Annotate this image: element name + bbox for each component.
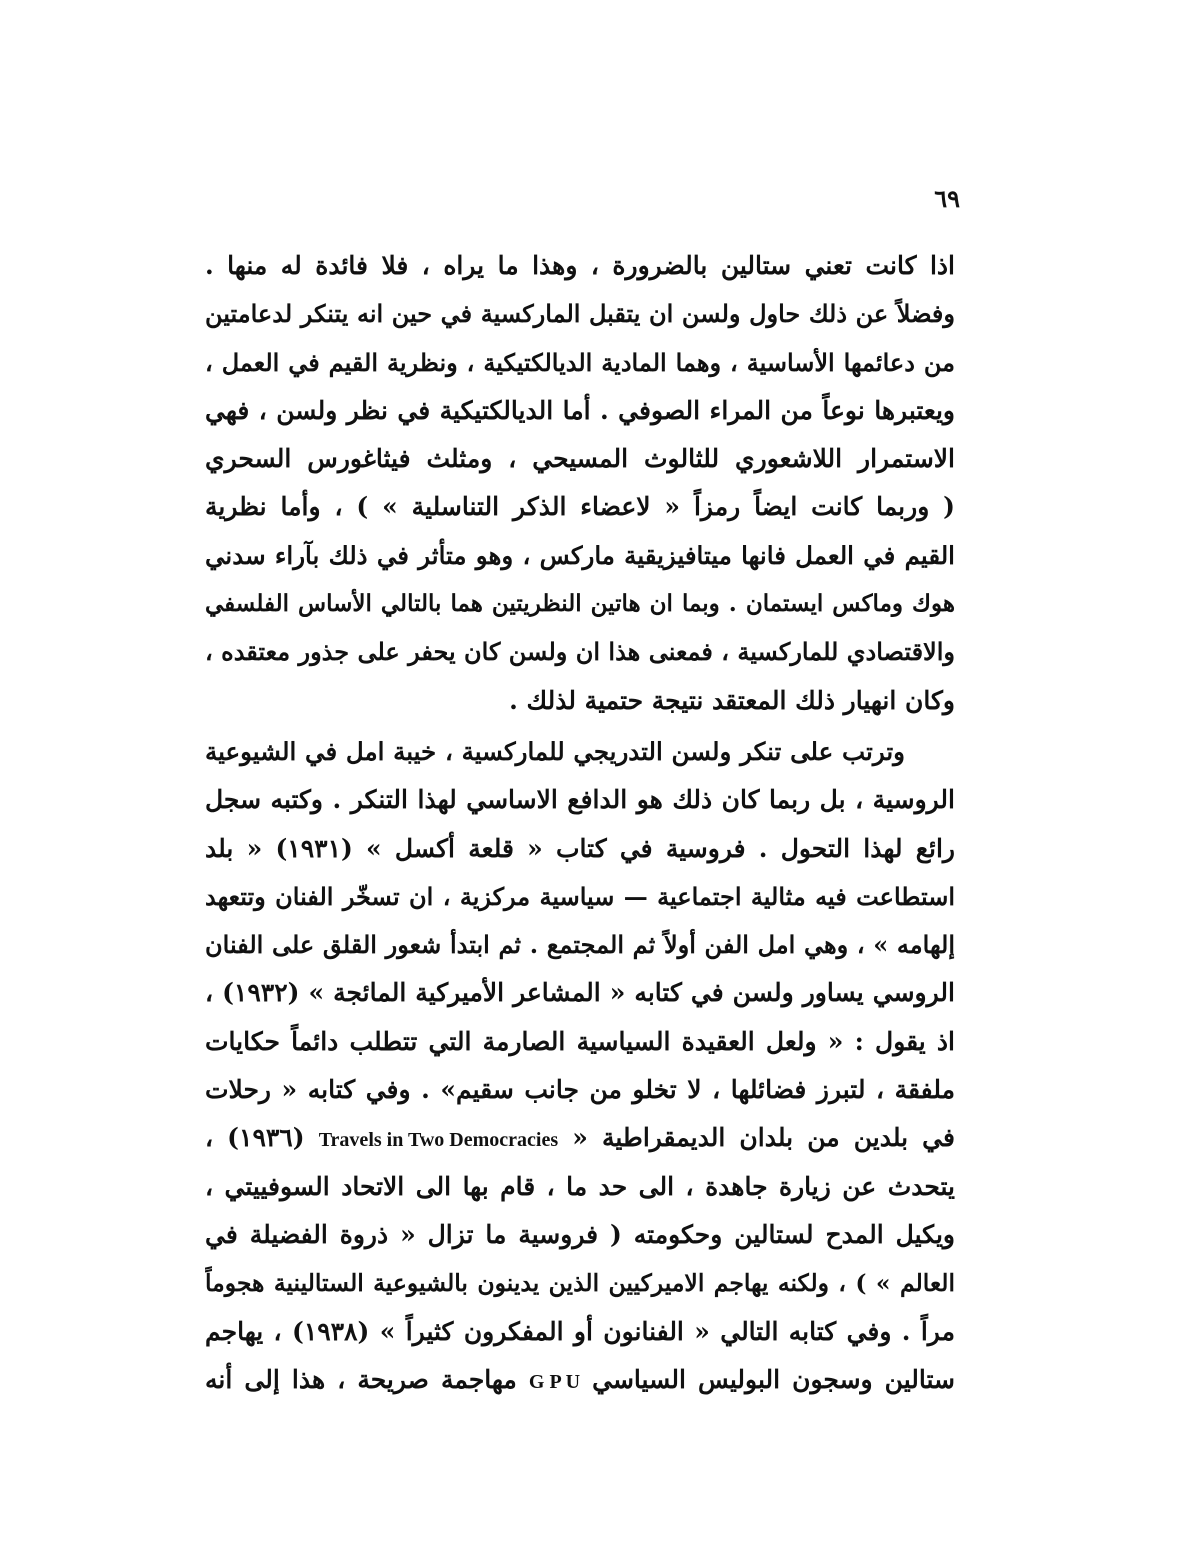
text-line: هوك وماكس ايستمان . وبما ان هاتين النظريتين هما بالتالي الأساس الفلسفي xyxy=(205,590,955,618)
text-line-with-english-title xyxy=(205,1114,955,1162)
text-line: وكان انهيار ذلك المعتقد نتيجة حتمية لذلك . xyxy=(509,685,955,715)
text-line: يتحدث عن زيارة جاهدة ، الى حد ما ، قام بها الى الاتحاد السوفييتي ، xyxy=(205,1171,955,1201)
text-line: وفضلاً عن ذلك حاول ولسن ان يتقبل الماركسية في حين انه يتنكر لدعامتين xyxy=(205,299,955,329)
text-fragment: في بلدين من بلدان الديمقراطية « xyxy=(572,1123,955,1153)
text-fragment: (١٩٣٦) ، xyxy=(205,1123,305,1153)
text-line: مراً . وفي كتابه التالي « الفنانون أو المفكرون كثيراً » (١٩٣٨) ، يهاجم xyxy=(205,1316,955,1346)
text-line: الروسية ، بل ربما كان ذلك هو الدافع الاساسي لهذا التنكر . وكتبه سجل xyxy=(205,785,955,815)
text-line: استطاعت فيه مثالية اجتماعية — سياسية مركزية ، ان تسخّر الفنان وتتعهد xyxy=(205,881,955,911)
text-fragment: ستالين وسجون البوليس السياسي xyxy=(592,1364,955,1394)
text-line: وترتب على تنكر ولسن التدريجي للماركسية ، خيبة امل في الشيوعية xyxy=(205,737,905,766)
text-line: والاقتصادي للماركسية ، فمعنى هذا ان ولسن كان يحفر على جذور معتقده ، xyxy=(205,637,955,667)
text-line: القيم في العمل فانها ميتافيزيقية ماركس ، وهو متأثر في ذلك بآراء سدني xyxy=(205,540,955,570)
text-line: إلهامه » ، وهي امل الفن أولاً ثم المجتمع . ثم ابتدأ شعور القلق على الفنان xyxy=(205,930,955,960)
text-line: من دعائمها الأساسية ، وهما المادية الديالكتيكية ، ونظرية القيم في العمل ، xyxy=(205,347,955,377)
text-fragment: مهاجمة صريحة ، هذا إلى أنه xyxy=(205,1364,517,1394)
text-line: العالم » ) ، ولكنه يهاجم الاميركيين الذين يدينون بالشيوعية الستالينية هجوماً xyxy=(205,1269,955,1298)
text-line: الاستمرار اللاشعوري للثالوث المسيحي ، ومثلث فيثاغورس السحري xyxy=(205,444,955,474)
gpu-acronym: G P U xyxy=(528,1370,581,1393)
paragraph-1 xyxy=(205,242,955,725)
paragraph-2 xyxy=(205,728,955,1404)
text-line: ( وربما كانت ايضاً رمزاً « لاعضاء الذكر التناسلية » ) ، وأما نظرية xyxy=(205,492,955,522)
text-line: الروسي يساور ولسن في كتابه « المشاعر الأميركية المائجة » (١٩٣٢) ، xyxy=(205,978,955,1008)
text-line: اذ يقول : « ولعل العقيدة السياسية الصارمة التي تتطلب دائماً حكايات xyxy=(205,1026,955,1056)
text-line: ملفقة ، لتبرز فضائلها ، لا تخلو من جانب سقيم» . وفي كتابه « رحلات xyxy=(205,1075,955,1105)
text-line: ويعتبرها نوعاً من المراء الصوفي . أما الديالكتيكية في نظر ولسن ، فهي xyxy=(205,395,955,425)
english-book-title: Travels in Two Democracies xyxy=(318,1129,559,1152)
page-number: ٦٩ xyxy=(934,184,960,213)
text-line: اذا كانت تعني ستالين بالضرورة ، وهذا ما يراه ، فلا فائدة له منها . xyxy=(205,251,955,280)
text-line: رائع لهذا التحول . فروسية في كتاب « قلعة أكسل » (١٩٣١) « بلد xyxy=(205,833,955,863)
text-line-with-acronym xyxy=(205,1356,955,1404)
text-line: ويكيل المدح لستالين وحكومته ( فروسية ما تزال « ذروة الفضيلة في xyxy=(205,1219,955,1249)
